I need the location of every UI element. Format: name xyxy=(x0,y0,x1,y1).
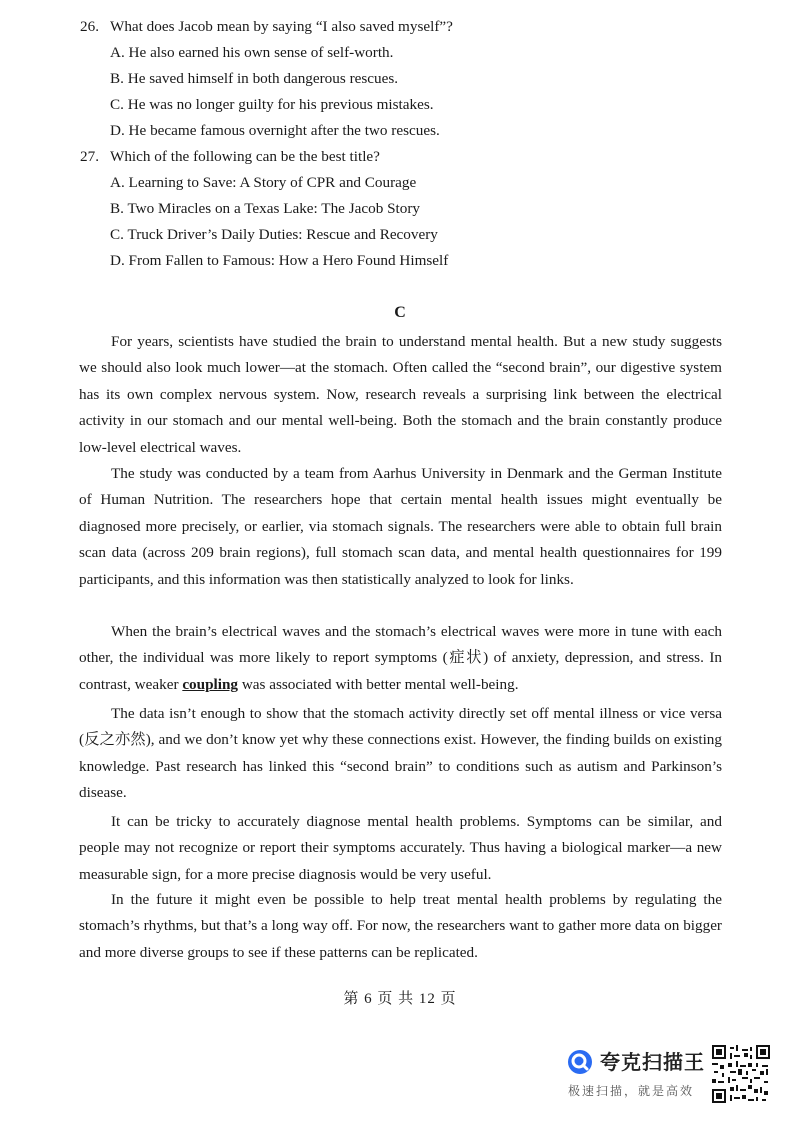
option-26-d: D. He became famous overnight after the two rescues. xyxy=(110,122,440,139)
question-text: What does Jacob mean by saying “I also saved myself”? xyxy=(110,18,453,35)
option-27-c: C. Truck Driver’s Daily Duties: Rescue and Recovery xyxy=(110,226,438,243)
question-26 xyxy=(80,17,453,37)
question-text: Which of the following can be the best title? xyxy=(110,148,380,165)
scanner-watermark xyxy=(566,1044,706,1104)
question-number: 27. xyxy=(80,148,99,165)
question-number: 26. xyxy=(80,18,99,35)
brand-slogan: 极速扫描，就是高效 xyxy=(568,1084,695,1098)
paragraph-6: In the future it might even be possible to help treat mental health problems by regulating the stomach’s rhythms, but that’s a long way off. For now, the researchers want to gather more data on bigger and more diverse groups to see if these patterns can be replicated. xyxy=(79,891,722,961)
brand-name: 夸克扫描王 xyxy=(600,1050,705,1074)
paragraph-5: It can be tricky to accurately diagnose mental health problems. Symptoms can be similar, and people may not recognize or report their symptoms accurately. Thus having a biological marker—a new measurable sign, for a more precise diagnosis would be very useful. xyxy=(79,813,722,883)
option-27-a: A. Learning to Save: A Story of CPR and Courage xyxy=(110,174,417,191)
section-title: C xyxy=(394,304,406,321)
paragraph-1: For years, scientists have studied the brain to understand mental health. But a new study suggests we should also look much lower—at the stomach. Often called the “second brain”, our digestive system has its own complex nervous system. Now, research reveals a surprising link between the electrical activity in our stomach and our mental well-being. Both the stomach and the brain constantly produce low-level electrical waves. xyxy=(79,333,722,456)
paragraph-2: The study was conducted by a team from Aarhus University in Denmark and the German Institute of Human Nutrition. The researchers hope that certain mental health issues might eventually be diagnosed more precisely, or earlier, via stomach signals. The researchers were able to obtain full brain scan data (across 209 brain regions), full stomach scan data, and mental health questionnaires for 199 participants, and this information was then statistically analyzed to look for links. xyxy=(79,465,722,588)
qr-code-icon xyxy=(712,1045,770,1103)
paragraph-4: The data isn’t enough to show that the stomach activity directly set off mental illness or vice versa (反之亦然), and we don’t know yet why these connections exist. However, the finding builds on existing knowledge. Past research has linked this “second brain” to conditions such as autism and Parkinson’s disease. xyxy=(79,705,722,802)
paragraph-3: When the brain’s electrical waves and the stomach’s electrical waves were more in tune with each other, the individual was more likely to report symptoms (症状) of anxiety, depression, and stress. In contrast, weaker coupling was associated with better mental well-being. xyxy=(79,623,722,693)
option-26-c: C. He was no longer guilty for his previous mistakes. xyxy=(110,96,434,113)
option-26-b: B. He saved himself in both dangerous rescues. xyxy=(110,70,399,87)
quark-logo-icon xyxy=(566,1048,594,1076)
option-27-b: B. Two Miracles on a Texas Lake: The Jacob Story xyxy=(110,200,420,217)
option-26-a: A. He also earned his own sense of self-worth. xyxy=(110,44,394,61)
option-27-d: D. From Fallen to Famous: How a Hero Found Himself xyxy=(110,252,449,269)
page-footer: 第 6 页 共 12 页 xyxy=(343,991,457,1007)
question-27 xyxy=(80,147,380,167)
underlined-word: coupling xyxy=(182,675,239,693)
